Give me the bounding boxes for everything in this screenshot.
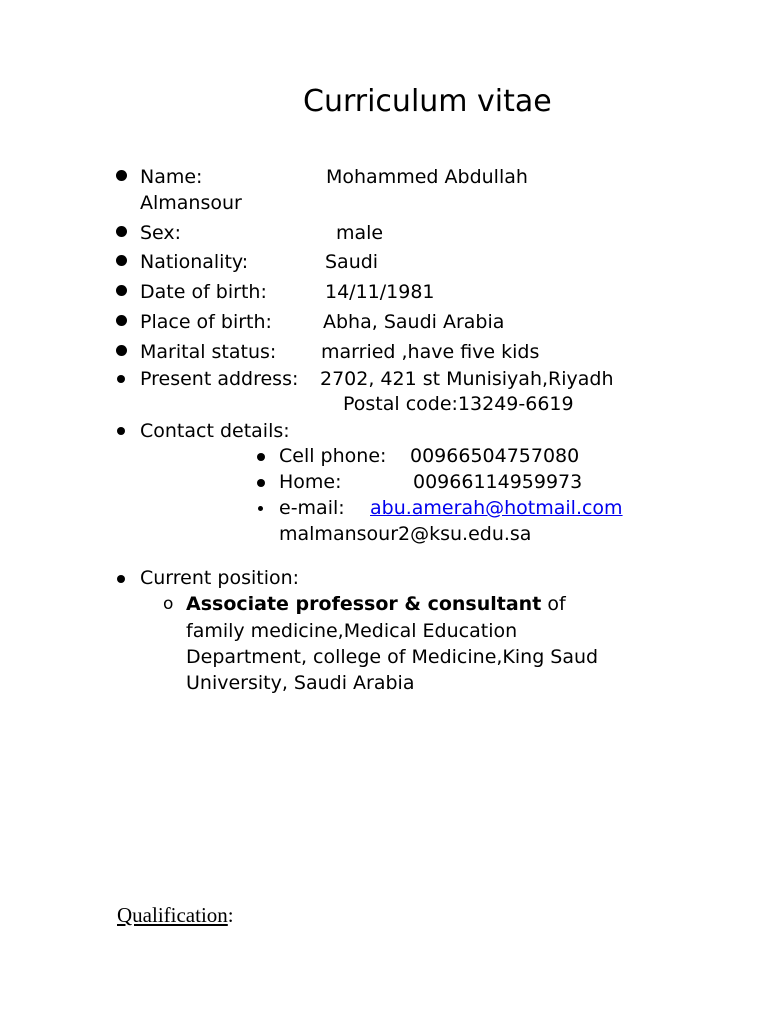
bullet-icon [257,453,265,461]
name-label: Name: [140,166,203,188]
postal-code: Postal code:13249-6619 [343,393,574,415]
bullet-icon [258,506,263,511]
home-phone-value: 00966114959973 [413,471,583,493]
marital-value: married ,have five kids [321,341,540,363]
bullet-icon [116,315,127,326]
bullet-icon [116,285,127,296]
bullet-icon [116,345,127,356]
pob-value: Abha, Saudi Arabia [323,311,505,333]
sex-value: male [336,222,384,244]
position-line-2: family medicine,Medical Education [186,620,518,642]
address-value: 2702, 421 st Munisiyah,Riyadh [320,368,614,390]
qualification-colon: : [227,903,234,927]
dob-label: Date of birth: [140,281,267,303]
name-value-continued: Almansour [140,192,242,214]
marital-label: Marital status: [140,341,277,363]
pob-label: Place of birth: [140,311,272,333]
page-title: Curriculum vitae [303,84,552,119]
address-label: Present address: [140,368,299,390]
bullet-icon [116,226,127,237]
position-line-1 [186,591,566,617]
position-label: Current position: [140,567,300,589]
qualification-heading [117,903,234,928]
cell-phone-label: Cell phone: [279,445,387,467]
sex-label: Sex: [140,222,182,244]
bullet-icon [116,170,127,181]
nationality-value: Saudi [325,251,379,273]
position-title: Associate professor & consultant [186,593,542,615]
qualification-label: Qualification [117,903,228,927]
dob-value: 14/11/1981 [325,281,435,303]
email-link[interactable]: abu.amerah@hotmail.com [370,497,623,519]
bullet-icon [117,375,125,383]
bullet-icon [117,427,125,435]
position-line-4: University, Saudi Arabia [186,672,415,694]
circle-bullet-icon: o [163,594,174,614]
bullet-icon [257,479,265,487]
bullet-icon [116,255,127,266]
home-phone-label: Home: [279,471,342,493]
name-value: Mohammed Abdullah [326,166,528,188]
nationality-label: Nationality: [140,251,249,273]
cell-phone-value: 00966504757080 [410,445,580,467]
position-line-3: Department, college of Medicine,King Saud [186,646,599,668]
email-label: e-mail: [279,497,345,519]
email-secondary: malmansour2@ksu.edu.sa [279,523,532,545]
bullet-icon [117,575,125,583]
position-line-1-rest: of [541,593,566,615]
contact-label: Contact details: [140,420,290,442]
